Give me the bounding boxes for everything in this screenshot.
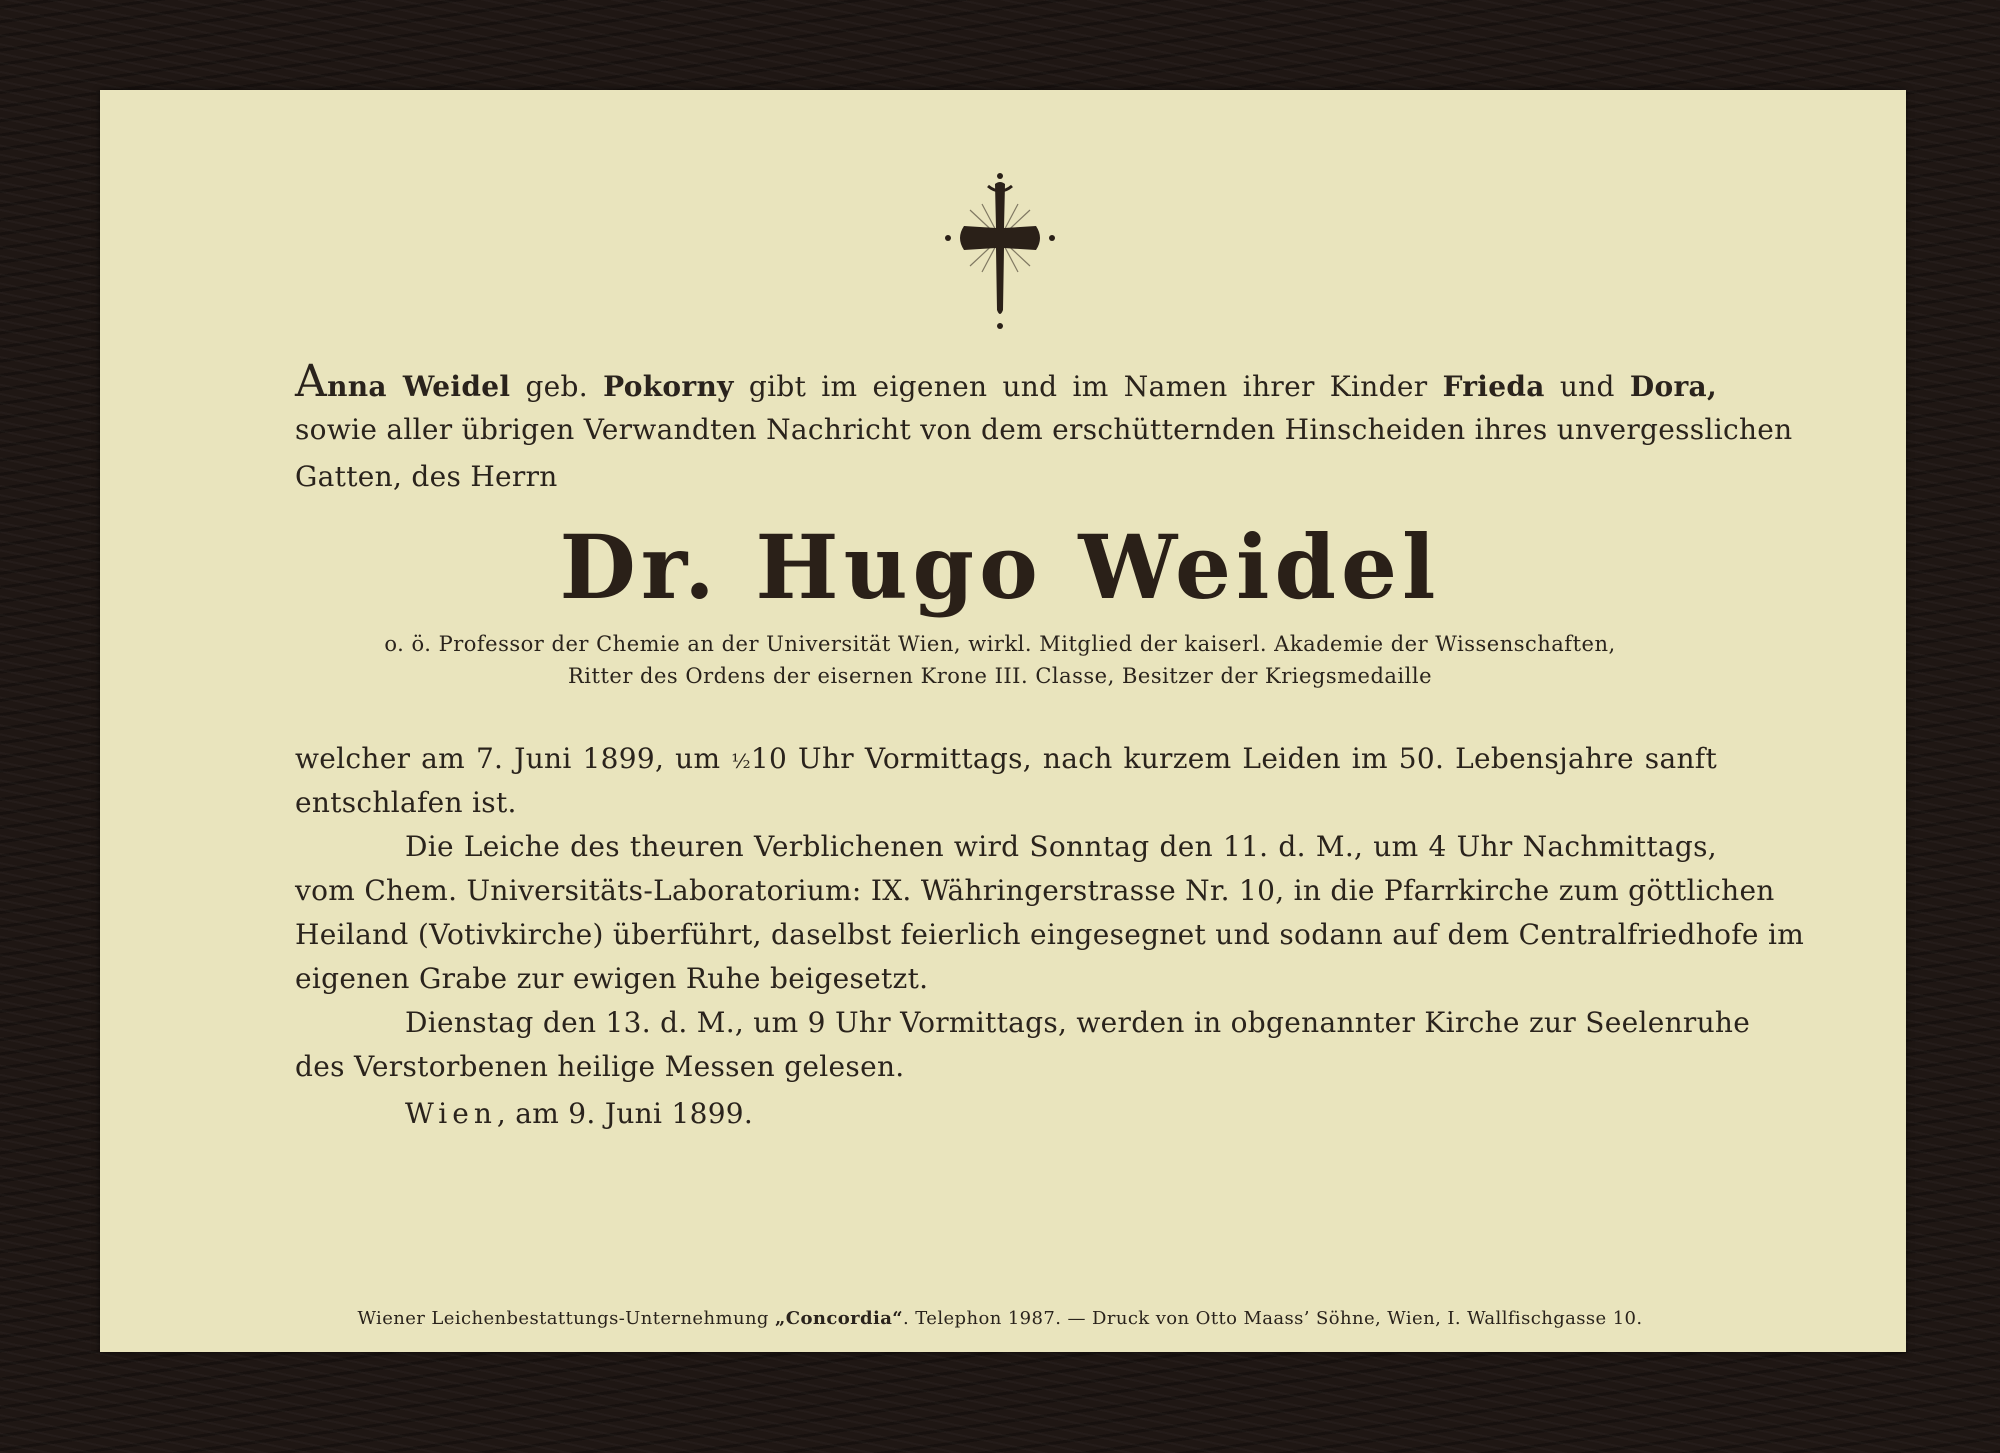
death-text-a: welcher am 7. Juni 1899, um (295, 742, 732, 775)
footer-company: „Concordia“ (774, 1308, 904, 1329)
footer-text-1: Wiener Leichenbestattungs-Unternehmung (357, 1308, 775, 1329)
child-name-2: Dora, (1629, 370, 1718, 403)
date-text: , am 9. Juni 1899. (496, 1097, 754, 1130)
date-line (295, 1092, 1717, 1136)
mass-line-2: des Verstorbenen heilige Messen gelesen. (295, 1050, 905, 1083)
maiden-name: Pokorny (603, 370, 734, 403)
cross-icon (940, 170, 1060, 330)
widow-name: nna Weidel (327, 370, 511, 403)
death-line-1 (295, 737, 1717, 783)
funeral-line-4: eigenen Grabe zur ewigen Ruhe beigesetzt. (295, 962, 929, 995)
death-line-2: entschlafen ist. (295, 786, 517, 819)
death-text-b: 10 Uhr Vormittags, nach kurzem Leiden im 50. Lebensjahre sanft (750, 742, 1717, 775)
geb-text: geb. (510, 370, 604, 403)
initial-letter: A (295, 356, 328, 407)
time-fraction: ½ (731, 749, 751, 773)
mass-line-1: Dienstag den 13. d. M., um 9 Uhr Vormittags, werden in obgenannter Kirche zur Seelenruhe (405, 1006, 1751, 1039)
intro-text: gibt im eigenen und im Namen ihrer Kinder (733, 370, 1443, 403)
intro-line-2: sowie aller übrigen Verwandten Nachricht von dem erschütternden Hinscheiden ihres unvergesslichen (295, 413, 1793, 446)
und-text: und (1544, 370, 1630, 403)
titles-line-2: Ritter des Ordens der eisernen Krone III. Classe, Besitzer der Kriegsmedaille (567, 664, 1433, 688)
intro-line-3: Gatten, des Herrn (295, 460, 558, 493)
place-name: Wien (405, 1097, 497, 1130)
printer-footer (0, 1308, 2000, 1329)
child-name-1: Frieda (1442, 370, 1545, 403)
funeral-line-3: Heiland (Votivkirche) überführt, daselbst feierlich eingesegnet und sodann auf dem Centralfriedhofe im (295, 918, 1805, 951)
deceased-name: Dr. Hugo Weidel (559, 515, 1441, 619)
footer-text-2: . Telephon 1987. — Druck von Otto Maass’ Söhne, Wien, I. Wallfischgasse 10. (903, 1308, 1643, 1329)
titles-line-1: o. ö. Professor der Chemie an der Universität Wien, wirkl. Mitglied der kaiserl. Akademie der Wissenschaften, (384, 632, 1616, 656)
funeral-line-2: vom Chem. Universitäts-Laboratorium: IX. Währingerstrasse Nr. 10, in die Pfarrkirche zum göttlichen (295, 874, 1775, 907)
intro-line-1 (295, 356, 1718, 409)
funeral-line-1: Die Leiche des theuren Verblichenen wird Sonntag den 11. d. M., um 4 Uhr Nachmittags, (405, 830, 1717, 863)
